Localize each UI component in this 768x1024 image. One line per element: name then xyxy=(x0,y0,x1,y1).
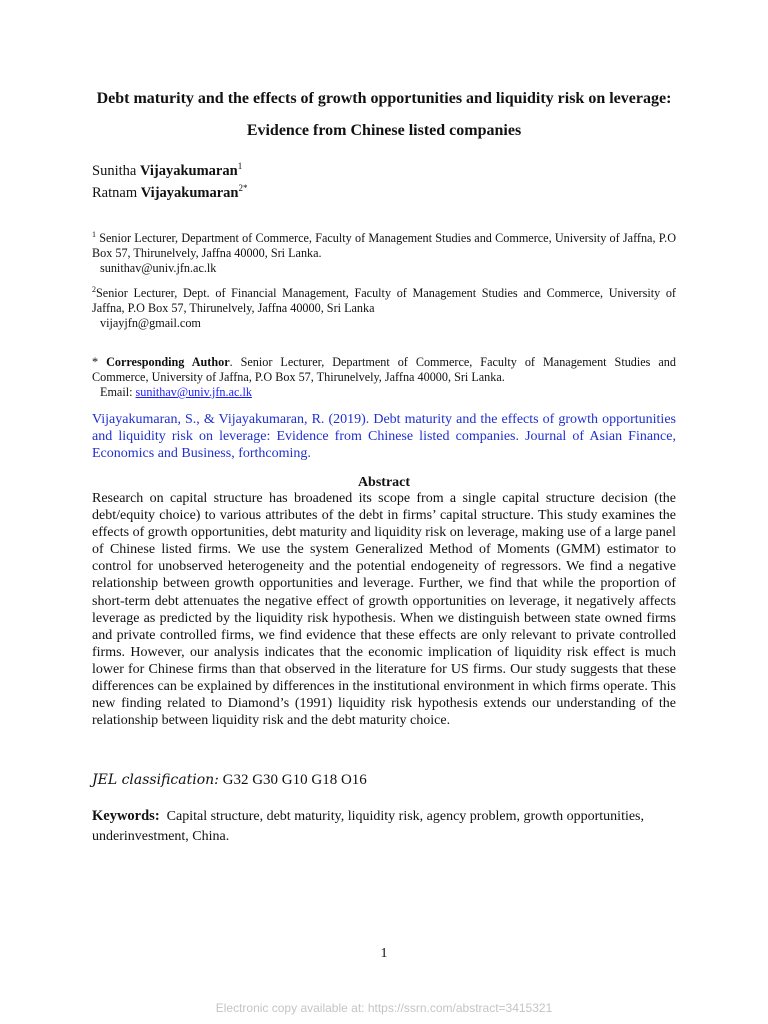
affiliation-1-email: sunithav@univ.jfn.ac.lk xyxy=(100,261,217,276)
author-2-last-name: Vijayakumaran xyxy=(140,184,239,201)
author-1 xyxy=(92,158,247,180)
author-2 xyxy=(92,180,247,202)
affiliation-1-text: Senior Lecturer, Department of Commerce, Faculty of Management Studies and Commerce, University of Jaffna, P.O Box 57, Thirunelvely, Jaffna 40000, Sri Lanka. xyxy=(92,231,677,261)
jel-label: JEL classification: xyxy=(92,772,219,788)
keywords-text: Capital structure, debt maturity, liquidity risk, agency problem, growth opportunities, underinvestment, China. xyxy=(92,809,645,844)
corresponding-email-label: Email: xyxy=(100,385,136,399)
jel-classification xyxy=(92,772,367,789)
author-list xyxy=(92,158,247,202)
affiliation-2-email: vijayjfn@gmail.com xyxy=(100,316,201,331)
author-2-first-name: Ratnam xyxy=(92,184,138,201)
paper-title: Debt maturity and the effects of growth opportunities and liquidity risk on leverage: Evidence from Chinese listed companies xyxy=(96,90,672,139)
affiliation-2-text: Senior Lecturer, Dept. of Financial Management, Faculty of Management Studies and Commerce, University of Jaffna, P.O Box 57, Thirunelvely, Jaffna 40000, Sri Lanka xyxy=(92,286,676,316)
corresponding-author xyxy=(92,355,676,400)
affiliation-2-sup: 2 xyxy=(92,285,96,294)
corresponding-email-line xyxy=(92,385,676,400)
affiliation-1-sup: 1 xyxy=(92,230,96,239)
ssrn-footer[interactable]: Electronic copy available at: https://ssrn.com/abstract=3415321 xyxy=(215,1001,553,1015)
jel-codes: G32 G30 G10 G18 O16 xyxy=(222,772,367,788)
corresponding-label: Corresponding Author xyxy=(106,355,230,369)
keywords-label: Keywords: xyxy=(92,808,160,824)
corresponding-email-link[interactable]: sunithav@univ.jfn.ac.lk xyxy=(135,385,252,399)
abstract-body: Research on capital structure has broadened its scope from a single capital structure decision (the debt/equity choice) to various attributes of the debt in firms’ capital structure. This study examines the effects of growth opportunities, debt maturity and liquidity risk on leverage, making use of a large panel of Chinese listed firms. We use the system Generalized Method of Moments (GMM) estimator to control for unobserved heterogeneity and the potential endogeneity of regressors. We find a negative relationship between growth opportunities and leverage. Further, we find that while the proportion of short-term debt attenuates the negative effect of growth opportunities on leverage, it negatively affects leverage as predicted by the liquidity risk hypothesis. When we distinguish between state owned firms and private controlled firms, we find evidence that these effects are only relevant to private controlled firms. However, our analysis indicates that the economic implication of liquidity risk effect is much lower for Chinese firms than that observed in the literature for US firms. Our study suggests that these differences can be explained by differences in the institutional environment in which firms operate. This new finding related to Diamond’s (1991) liquidity risk hypothesis extends our understanding of the relationship between liquidity risk and the debt maturity choice. xyxy=(92,491,676,729)
page-number: 1 xyxy=(380,946,388,961)
abstract-heading: Abstract xyxy=(357,475,411,490)
citation-link[interactable]: Vijayakumaran, S., & Vijayakumaran, R. (2019). Debt maturity and the effects of growth opportunities and liquidity risk on leverage: Evidence from Chinese listed companies. Journal of Asian Finance, Economics and Business, forthcoming. xyxy=(92,412,676,461)
affiliation-1 xyxy=(92,227,676,276)
corresponding-text: . Senior Lecturer, Department of Commerce, Faculty of Management Studies and Commerce, University of Jaffna, P.O Box 57, Thirunelvely, Jaffna 40000, Sri Lanka. xyxy=(92,355,676,384)
affiliation-2 xyxy=(92,282,676,331)
author-1-first-name: Sunitha xyxy=(92,162,137,179)
author-1-last-name: Vijayakumaran xyxy=(139,162,238,179)
corresponding-marker: * xyxy=(92,355,99,369)
author-2-sup: 2* xyxy=(238,182,248,193)
keywords xyxy=(92,806,652,847)
author-1-sup: 1 xyxy=(237,161,243,171)
